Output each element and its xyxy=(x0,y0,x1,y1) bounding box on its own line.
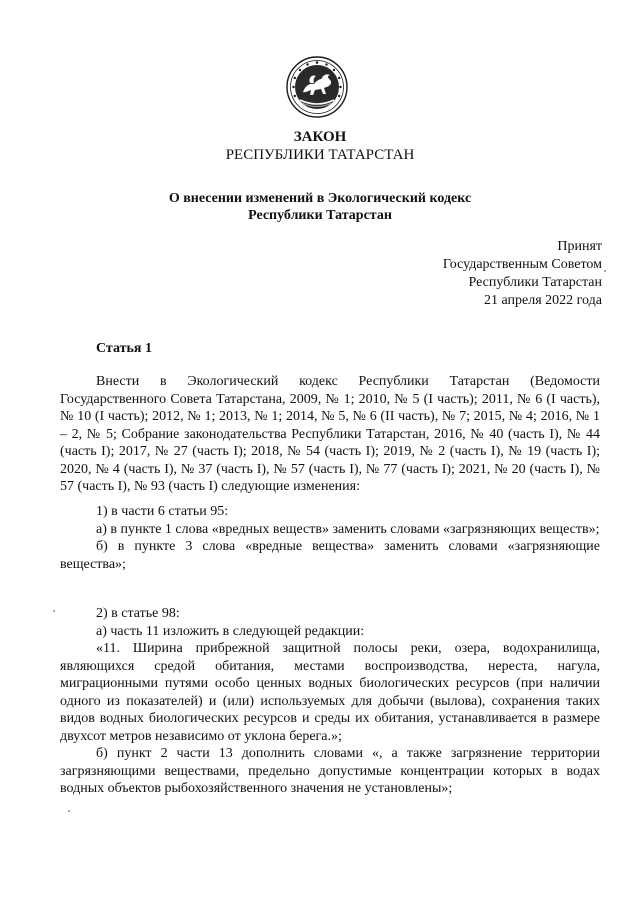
law-heading: ЗАКОН xyxy=(293,129,347,145)
amendment-1-a: а) в пункте 1 слова «вредных веществ» заменить словами «загрязняющих веществ»; xyxy=(96,521,600,537)
article-intro-text: Внести в Экологический кодекс Республики Татарстан (Ведомости Государственного Совета Татарстана, 2009, № 1; 2010, № 5 (I часть); 2011, № 6 (I часть), № 10 (I часть); 2012, № 1; 2013, № 1; 2014, № 5, № 6 (II часть), № 7; 2015, № 4; 2016, № 1 – 2, № 5; Собрание законодательства Республики Татарстан, 2016, № 40 (часть I), № 44 (часть I); 2017, № 27 (часть I); 2018, № 54 (часть I); 2019, № 2 (часть I), № 19 (часть I); 2020, № 4 (часть I), № 37 (часть I), № 57 (часть I), № 77 (часть I); 2021, № 20 (часть I), № 57 (часть I), № 93 (часть I) следующие изменения: xyxy=(60,374,600,494)
scan-speck xyxy=(68,810,70,812)
adoption-line-2: Государственным Советом xyxy=(442,257,602,272)
article-title: Статья 1 xyxy=(96,341,152,356)
adoption-line-1: Принят xyxy=(557,239,602,254)
coat-of-arms-emblem xyxy=(286,56,348,118)
scan-speck xyxy=(604,270,606,272)
law-subject-line-1: О внесении изменений в Экологический кодекс xyxy=(168,191,472,206)
amendment-2-heading: 2) в статье 98: xyxy=(96,606,180,621)
scan-speck xyxy=(53,610,55,612)
adoption-block xyxy=(443,238,602,310)
amendment-2-a: а) часть 11 изложить в следующей редакции: xyxy=(96,623,365,639)
amendment-1-heading: 1) в части 6 статьи 95: xyxy=(96,504,229,519)
adoption-date: 21 апреля 2022 года xyxy=(484,293,602,308)
amendment-2-quote: «11. Ширина прибрежной защитной полосы реки, озера, водохранилища, являющихся средой обитания, местами воспроизводства, нереста, нагула, миграционными путями особо ценных водных биологических ресурсов (при наличии одного из показателей) и (или) используемых для добычи (вылова), сохранения таких видов водных биологических ресурсов и среды их обитания, устанавливается в размере двухсот метров независимо от уклона берега.»; xyxy=(60,641,600,744)
amendment-item-1 xyxy=(60,503,600,573)
amendment-1-b: б) в пункте 3 слова «вредные вещества» заменить словами «загрязняющие вещества»; xyxy=(60,539,600,572)
law-subject-line-2: Республики Татарстан xyxy=(248,208,392,223)
republic-heading: РЕСПУБЛИКИ ТАТАРСТАН xyxy=(225,147,415,163)
adoption-line-3: Республики Татарстан xyxy=(468,275,602,290)
amendment-item-2 xyxy=(60,605,600,798)
article-intro-paragraph xyxy=(60,373,600,496)
amendment-2-b: б) пункт 2 части 13 дополнить словами «, а также загрязнение территории загрязняющими веществами, предельно допустимые концентрации которых в водах водных объектов рыбохозяйственного значения не установлены»; xyxy=(60,746,600,796)
